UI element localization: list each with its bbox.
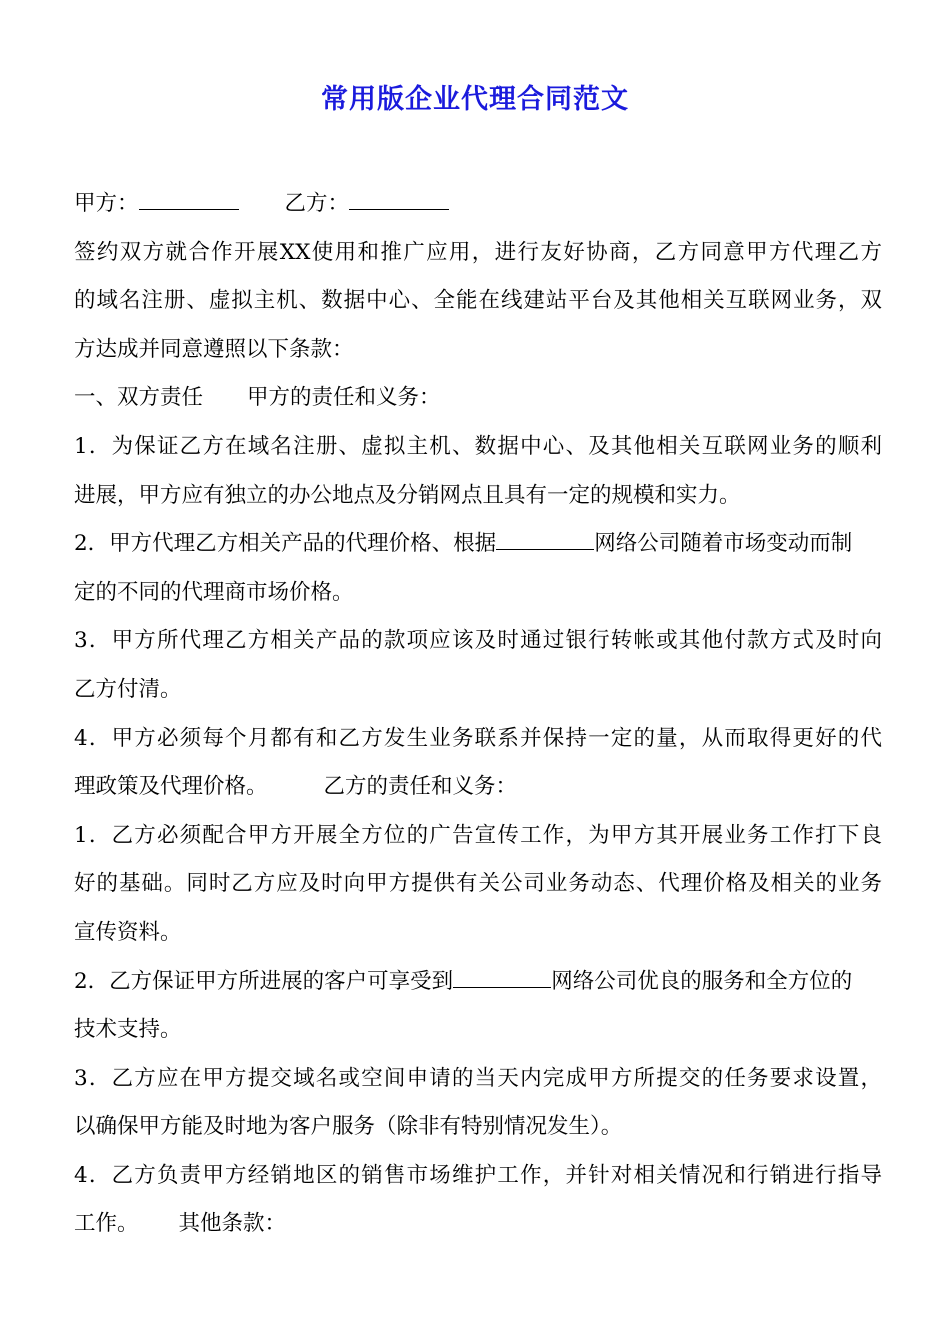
- party-b-duties-heading: 乙方的责任和义务：: [323, 774, 518, 800]
- clause-a2-line: [74, 520, 882, 569]
- clause-a4-text: 理政策及代理价格。: [74, 774, 268, 800]
- clause-b1-line: 1．乙方必须配合甲方开展全方位的广告宣传工作，为甲方其开展业务工作打下良: [74, 822, 882, 848]
- clause-b2-line: [74, 958, 882, 1007]
- clause-a1-line: 进展，甲方应有独立的办公地点及分销网点且具有一定的规模和实力。: [74, 482, 741, 508]
- company-name-blank: [453, 966, 551, 987]
- clause-a2-text: 网络公司随着市场变动而制: [594, 531, 853, 557]
- clause-b4-line: 4．乙方负责甲方经销地区的销售市场维护工作，并针对相关情况和行销进行指导: [74, 1162, 882, 1188]
- clause-b3-line: 3．乙方应在甲方提交域名或空间申请的当天内完成甲方所提交的任务要求设置，: [74, 1065, 882, 1091]
- party-line: [74, 180, 882, 229]
- section-heading: [74, 374, 882, 423]
- document-title: 常用版企业代理合同范文: [321, 84, 629, 115]
- clause-b4-line: [74, 1200, 882, 1249]
- clause-a4-line: [74, 763, 882, 812]
- party-b-blank: [349, 189, 449, 210]
- clause-a2-line: 定的不同的代理商市场价格。: [74, 579, 354, 605]
- clause-b2-text: 2．乙方保证甲方所进展的客户可享受到: [74, 968, 454, 994]
- section-1-heading: 一、双方责任: [74, 385, 204, 411]
- intro-line: 签约双方就合作开展XX使用和推广应用，进行友好协商，乙方同意甲方代理乙方: [74, 239, 882, 265]
- clause-b3-line: 以确保甲方能及时地为客户服务（除非有特别情况发生）。: [74, 1114, 623, 1140]
- other-terms-heading: 其他条款：: [178, 1211, 287, 1237]
- clause-b1-line: 好的基础。同时乙方应及时向甲方提供有关公司业务动态、代理价格及相关的业务: [74, 871, 882, 897]
- party-a-blank: [139, 189, 239, 210]
- company-name-blank: [496, 529, 594, 550]
- clause-a3-line: 乙方付清。: [74, 676, 182, 702]
- intro-line: 的域名注册、虚拟主机、数据中心、全能在线建站平台及其他相关互联网业务，双: [74, 288, 882, 314]
- party-b-label: 乙方：: [284, 191, 350, 216]
- clause-a1-line: 1．为保证乙方在域名注册、虚拟主机、数据中心、及其他相关互联网业务的顺利: [74, 433, 882, 459]
- clause-a4-line: 4．甲方必须每个月都有和乙方发生业务联系并保持一定的量，从而取得更好的代: [74, 725, 882, 751]
- clause-b2-line: 技术支持。: [74, 1017, 182, 1043]
- party-a-duties-heading: 甲方的责任和义务：: [247, 385, 441, 411]
- intro-line: 方达成并同意遵照以下条款：: [74, 336, 354, 362]
- clause-b4-text: 工作。: [74, 1211, 139, 1237]
- document-body: [74, 180, 882, 1249]
- party-a-label: 甲方：: [74, 191, 139, 216]
- clause-b1-line: 宣传资料。: [74, 919, 182, 945]
- clause-b2-text: 网络公司优良的服务和全方位的: [551, 968, 853, 994]
- clause-a3-line: 3．甲方所代理乙方相关产品的款项应该及时通过银行转帐或其他付款方式及时向: [74, 628, 882, 654]
- clause-a2-text: 2．甲方代理乙方相关产品的代理价格、根据: [74, 531, 497, 557]
